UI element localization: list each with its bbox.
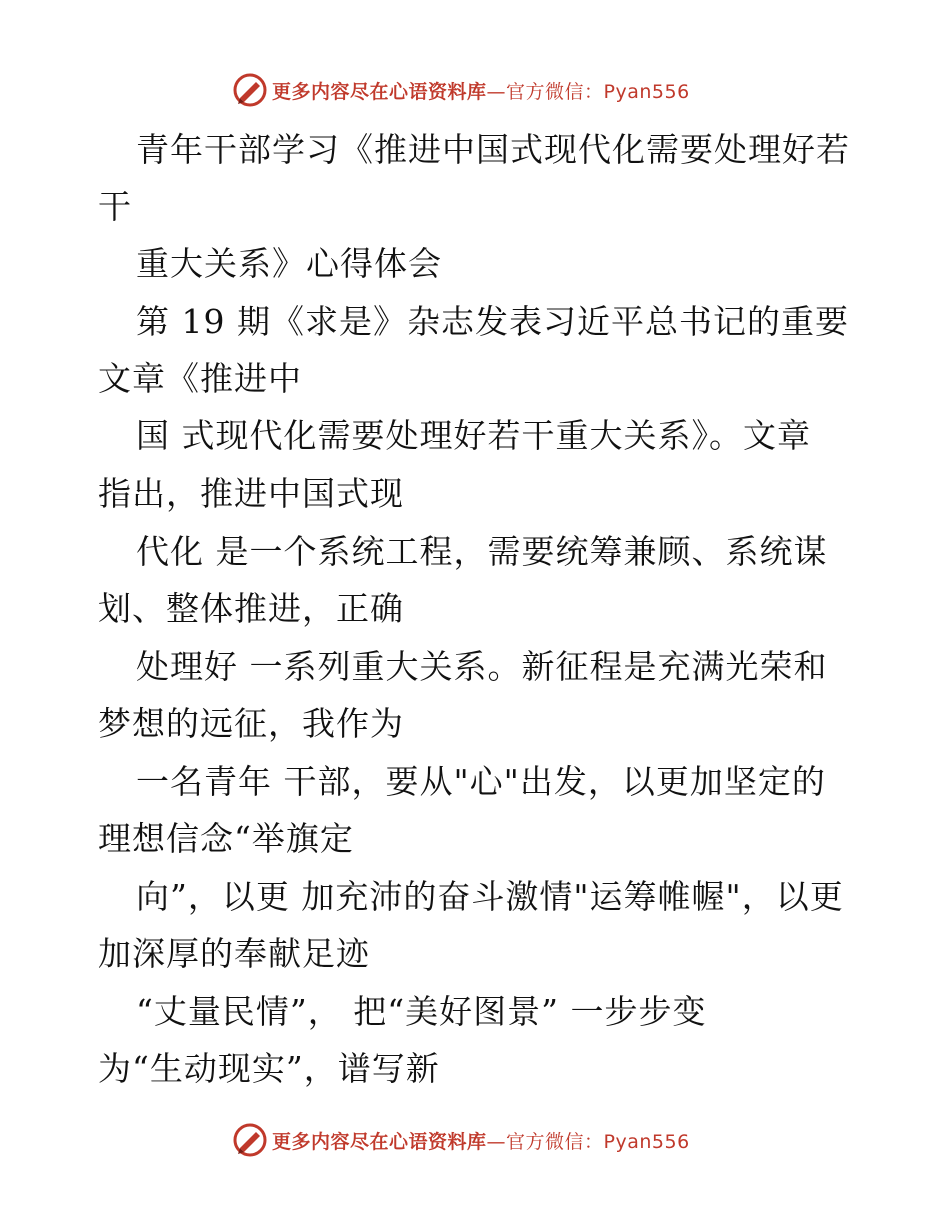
- text-line: 划、整体推进，正确: [98, 589, 404, 628]
- text-line: 指出，推进中国式现: [98, 474, 404, 513]
- text-line: 青年干部学习《推进中国式现代化需要处理好若: [136, 130, 850, 169]
- text-line: 向”，以更 加充沛的奋斗激情"运筹帷幄"，以更: [136, 877, 844, 916]
- watermark-main: 更多内容尽在心语资料库: [272, 1130, 487, 1153]
- watermark-text: [272, 1127, 690, 1154]
- text-line: 干: [98, 187, 132, 226]
- text-line: 处理好 一系列重大关系。新征程是充满光荣和: [136, 647, 828, 686]
- header-watermark: [232, 70, 690, 110]
- pen-logo-icon: [232, 1122, 268, 1158]
- watermark-contact: 官方微信：Pyan556: [506, 1130, 690, 1153]
- pen-logo-icon: [232, 72, 268, 108]
- watermark-separator: —: [486, 1130, 507, 1153]
- text-line: 第 19 期《求是》杂志发表习近平总书记的重要: [136, 302, 849, 341]
- text-line: 国 式现代化需要处理好若干重大关系》。文章: [136, 416, 811, 455]
- text-line: 加深厚的奉献足迹: [98, 934, 370, 973]
- text-line: 代化 是一个系统工程，需要统筹兼顾、系统谋: [136, 532, 828, 571]
- text-line: 为“生动现实”，谱写新: [98, 1049, 440, 1088]
- watermark-separator: —: [486, 80, 507, 103]
- text-line: 文章《推进中: [98, 359, 302, 398]
- footer-watermark: [232, 1120, 690, 1160]
- text-line: 一名青年 干部，要从"心"出发，以更加坚定的: [136, 762, 826, 801]
- watermark-main: 更多内容尽在心语资料库: [272, 80, 487, 103]
- watermark-contact: 官方微信：Pyan556: [506, 80, 690, 103]
- watermark-text: [272, 77, 690, 104]
- text-line: 重大关系》心得体会: [136, 244, 442, 283]
- text-line: 梦想的远征，我作为: [98, 704, 404, 743]
- text-line: 理想信念“举旗定: [98, 819, 354, 858]
- text-line: “丈量民情”， 把“美好图景” 一步步变: [136, 992, 707, 1031]
